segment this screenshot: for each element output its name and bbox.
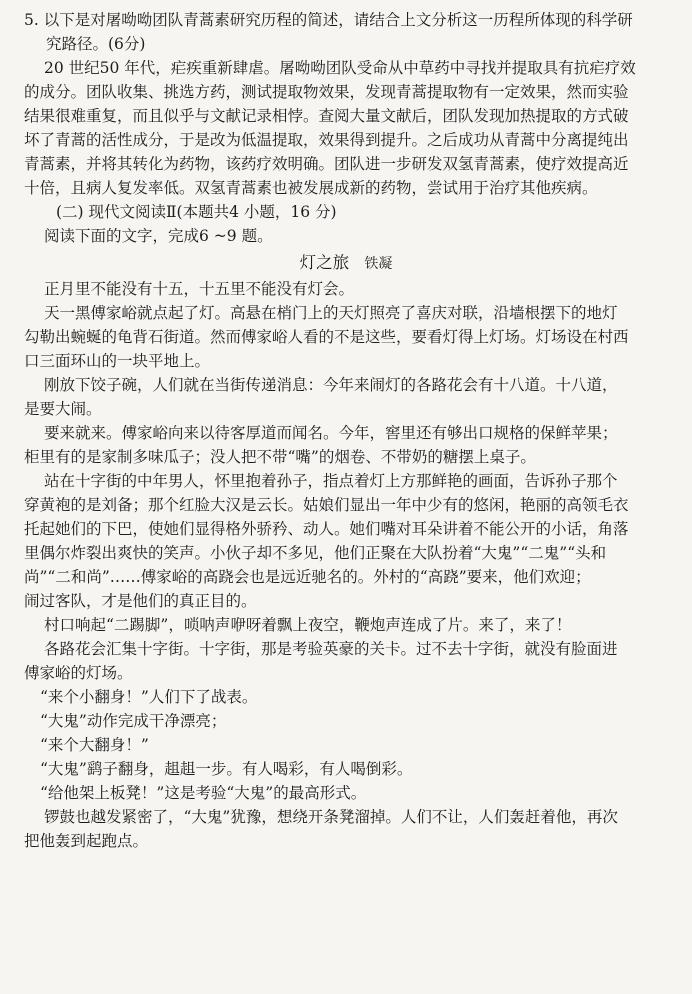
story-line: 正月里不能没有十五，十五里不能没有灯会。 [44, 280, 355, 298]
story-line: 天一黑傅家峪就点起了灯。高悬在梢门上的天灯照亮了喜庆对联，沿墙根摆下的地灯 [44, 304, 618, 322]
story-author: 铁凝 [364, 256, 393, 272]
story-title-row [12, 250, 680, 277]
story-line: 托起她们的下巴，使她们显得格外骄矜、动人。她们嘴对耳朵讲着不能公开的小话，角落 [24, 520, 629, 538]
story-title: 灯之旅 [299, 253, 350, 272]
passage-line: 20 世纪50 年代，疟疾重新肆虐。屠呦呦团队受命从中草药中寻找并提取具有抗疟疗效 [44, 59, 636, 77]
story-line: 尚”“二和尚”……傅家峪的高跷会也是远近驰名的。外村的“高跷”要来，他们欢迎； [24, 568, 591, 586]
story-line: “来个小翻身！”人们下了战表。 [40, 688, 258, 706]
story-line: 站在十字街的中年男人，怀里抱着孙子，指点着灯上方那鲜艳的画面，告诉孙子那个 [44, 472, 618, 490]
story-line: “大鬼”动作完成干净漂亮； [40, 712, 227, 730]
section-instruction: 阅读下面的文字，完成6 ~9 题。 [44, 227, 273, 245]
story-line: “大鬼”鹞子翻身，趄趄一步。有人喝彩，有人喝倒彩。 [40, 760, 413, 778]
story-line: 要来就来。傅家峪向来以待客厚道而闻名。今年，窖里还有够出口规格的保鲜苹果； [44, 424, 618, 442]
passage-line: 青蒿素，并将其转化为药物，该药疗效明确。团队进一步研发双氢青蒿素，使疗效提高近 [24, 155, 629, 173]
passage-line: 的成分。团队收集、挑选方药，测试提取物效果，发现青蒿提取物有一定效果，然而实验 [24, 83, 629, 101]
story-body [12, 277, 680, 853]
passage-line: 十倍，且病人复发率低。双氢青蒿素也被发展成新的药物，尝试用于治疗其他疾病。 [24, 179, 598, 197]
story-line: “给他架上板凳！”这是考验“大鬼”的最高形式。 [40, 784, 367, 802]
passage-line: 结果很难重复，而且似乎与文献记录相悖。查阅大量文献后，团队发现加热提取的方式破 [24, 107, 629, 125]
qinghaosu-passage [12, 56, 680, 200]
story-line: 把他轰到起跑点。 [24, 832, 149, 850]
story-line: 穿黄袍的是刘备；那个红脸大汉是云长。姑娘们显出一年中少有的悠闲，艳丽的高领毛衣 [24, 496, 629, 514]
story-line: 各路花会汇集十字街。十字街，那是考验英豪的关卡。过不去十字街，就没有脸面进 [44, 640, 618, 658]
story-line: 柜里有的是家制多味瓜子；没人把不带“嘴”的烟卷、不带奶的糖摆上桌子。 [24, 448, 536, 466]
story-line: 傅家峪的灯场。 [24, 664, 133, 682]
story-line: 里偶尔炸裂出爽快的笑声。小伙子却不多见，他们正聚在大队扮着“大鬼”“二鬼”“头和 [24, 544, 607, 562]
story-line: 刚放下饺子碗，人们就在当街传递消息：今年来闹灯的各路花会有十八道。十八道， [44, 376, 618, 394]
story-line: 村口响起“二踢脚”，唢呐声咿呀着飘上夜空，鞭炮声连成了片。来了，来了！ [44, 616, 572, 634]
story-line: 口三面环山的一块平地上。 [24, 352, 211, 370]
story-line: 勾勒出蜿蜒的龟背石街道。然而傅家峪人看的不是这些，要看灯得上灯场。灯场设在村西 [24, 328, 629, 346]
story-line: “来个大翻身！” [40, 736, 149, 754]
story-line: 闹过客队，才是他们的真正目的。 [24, 592, 257, 610]
story-line: 是要大闹。 [24, 400, 102, 418]
passage-line: 坏了青蒿的活性成分，于是改为低温提取，效果得到提升。之后成功从青蒿中分离提纯出 [24, 131, 629, 149]
section-heading: (二) 现代文阅读Ⅱ(本题共4 小题，16 分) [56, 203, 337, 221]
question-5-line-2: 究路径。(6分) [46, 35, 146, 53]
question-5-line-1: 5. 以下是对屠呦呦团队青蒿素研究历程的简述，请结合上文分析这一历程所体现的科学研 [24, 11, 633, 29]
story-line: 锣鼓也越发紧密了，“大鬼”犹豫，想绕开条凳溜掉。人们不让，人们轰赶着他，再次 [44, 808, 618, 826]
